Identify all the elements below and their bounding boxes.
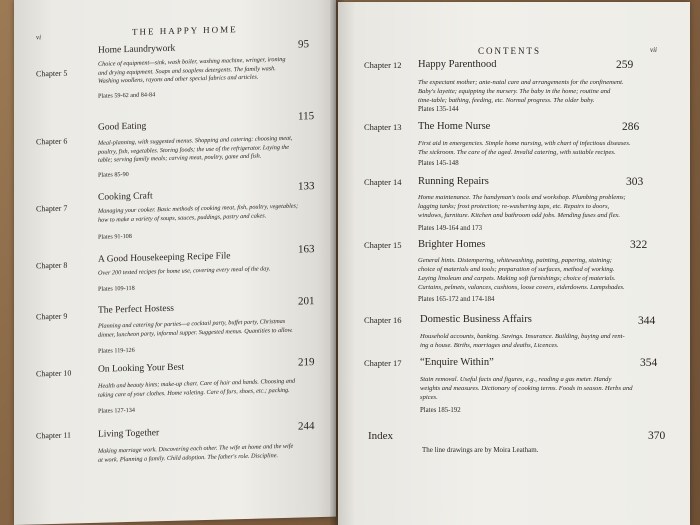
desc-line: Curtains, pelmets, valances, cushions, loose covers, eiderdowns. Lampshades. xyxy=(418,284,625,291)
chapter-label: Chapter 10 xyxy=(36,368,72,379)
desc-line: taking care of your clothes. Home valeting. Care of furs, shoes, etc.; packing. xyxy=(98,386,290,399)
page-number: 354 xyxy=(640,357,658,369)
page-number: 201 xyxy=(298,295,315,308)
plates-line: Plates 119-126 xyxy=(98,346,135,355)
chapter-description xyxy=(98,265,270,278)
plates-line: Plates 165-172 and 174-184 xyxy=(418,296,495,303)
page-number: 219 xyxy=(298,356,315,369)
chapter-title: On Looking Your Best xyxy=(98,362,185,375)
desc-line: choice of materials and tools; preparation of surfaces, method of working. xyxy=(418,266,615,273)
running-head: THE HAPPY HOME xyxy=(132,24,238,37)
desc-line: Making marriage work. Discovering each other. The wife at home and the wife xyxy=(98,442,294,455)
chapter-title: The Home Nurse xyxy=(418,121,491,132)
chapter-label: Chapter 11 xyxy=(36,430,72,441)
page-number: 95 xyxy=(298,38,309,51)
page-number: 322 xyxy=(630,239,648,251)
desc-line: Managing your cooker. Basic methods of cooking meat, fish, poultry, vegetables; xyxy=(98,202,299,215)
chapter-label: Chapter 13 xyxy=(364,122,402,132)
desc-line: Home maintenance. The handyman's tools and workshop. Plumbing problems; xyxy=(418,194,626,201)
running-head: CONTENTS xyxy=(478,46,541,56)
index-page-number: 370 xyxy=(648,430,666,442)
plates-line: Plates 127-134 xyxy=(98,406,135,415)
chapter-label: Chapter 6 xyxy=(36,136,68,147)
desc-line: Over 200 tested recipes for home use, covering every meal of the day. xyxy=(98,265,271,277)
chapter-label: Chapter 12 xyxy=(364,60,402,70)
desc-line: how to make a variety of soups, sauces, puddings, pastry and cakes. xyxy=(98,211,267,224)
chapter-description xyxy=(418,193,626,220)
chapter-title: Domestic Business Affairs xyxy=(420,314,532,325)
chapter-description xyxy=(420,375,633,402)
chapter-label: Chapter 15 xyxy=(364,240,402,250)
plates-line: Plates 135-144 xyxy=(418,106,459,113)
desc-line: table; serving family meals; carving meat, poultry, game and fish. xyxy=(98,152,262,164)
desc-line: Washing woollens, rayons and other special fabrics and articles. xyxy=(98,73,259,85)
desc-line: Planning and catering for parties—a cocktail party, buffet party, Christmas xyxy=(98,317,286,330)
plates-line: Plates 185-192 xyxy=(420,407,461,414)
chapter-title: Home Laundrywork xyxy=(98,43,176,56)
desc-line: lagging tanks; frost protection; re-washering taps, etc. Repairs to doors, xyxy=(418,203,610,210)
chapter-description xyxy=(98,56,285,87)
page-number: 244 xyxy=(298,420,315,433)
desc-line: ing a house. Births, marriages and deaths, Licences. xyxy=(420,342,559,349)
chapter-title: Brighter Homes xyxy=(418,239,486,250)
folio: vi xyxy=(36,33,42,42)
page-number: 259 xyxy=(616,59,634,71)
chapter-title: “Enquire Within” xyxy=(420,357,494,368)
plates-line: Plates 109-118 xyxy=(98,284,135,293)
plates-line: Plates 59-62 and 84-84 xyxy=(98,91,156,100)
desc-line: First aid in emergencies. Simple home nursing, with chart of infectious diseases. xyxy=(418,140,631,147)
index-title: Index xyxy=(368,430,394,442)
desc-line: The expectant mother; ante-natal care and arrangements for the confinement. xyxy=(418,79,624,86)
page-number: 163 xyxy=(298,243,315,256)
chapter-description xyxy=(418,256,625,292)
desc-line: General hints. Distempering, whitewashing, painting, papering, staining; xyxy=(418,257,612,264)
desc-line: and drying equipment. Soaps and soapless detergents. The family wash. xyxy=(98,64,276,77)
chapter-description xyxy=(418,78,624,105)
desc-line: at work. Planning a family. Child adoption. The father's role. Discipline. xyxy=(98,451,279,464)
desc-line: Laying linoleum and carpets. Making soft furnishings; choice of materials. xyxy=(418,275,616,282)
chapter-description xyxy=(98,378,295,400)
chapter-label: Chapter 14 xyxy=(364,177,402,187)
right-page xyxy=(338,2,690,525)
desc-line: windows, furniture. Kitchen and bathroom odd jobs. Mending fuses and flex. xyxy=(418,212,621,219)
chapter-label: Chapter 7 xyxy=(36,203,68,214)
desc-line: Health and beauty hints; make-up chart. Care of hair and hands. Choosing and xyxy=(98,377,296,390)
chapter-title: Good Eating xyxy=(98,121,147,133)
desc-line: spices. xyxy=(420,394,438,401)
plates-line: Plates 145-148 xyxy=(418,160,459,167)
desc-line: Meal-planning, with suggested menus. Shopping and catering: choosing meat, xyxy=(98,134,293,147)
plates-line: Plates 149-164 and 173 xyxy=(418,225,482,232)
page-number: 115 xyxy=(298,110,315,123)
desc-line: Choice of equipment—sink, wash boiler, washing machine, wringer, ironing xyxy=(98,55,286,68)
illustration-credit: The line drawings are by Moira Leatham. xyxy=(422,446,539,454)
page-number: 133 xyxy=(298,180,315,193)
desc-line: time-table; bathing, feeding, etc. Normal progress. The older baby. xyxy=(418,97,595,104)
chapter-description xyxy=(98,203,298,225)
chapter-description xyxy=(98,443,293,465)
chapter-description xyxy=(420,332,625,350)
chapter-title: A Good Housekeeping Recipe File xyxy=(98,251,231,265)
chapter-label: Chapter 17 xyxy=(364,358,402,368)
page-number: 344 xyxy=(638,315,656,327)
chapter-title: Running Repairs xyxy=(418,176,489,187)
desc-line: Baby's layette; equipping the nursery. The baby in the home; routine and xyxy=(418,88,611,95)
desc-line: The sickroom. The care of the aged. Invalid catering, with suitable recipes. xyxy=(418,149,616,156)
plates-line: Plates 85-90 xyxy=(98,170,129,179)
chapter-title: Living Together xyxy=(98,428,160,440)
chapter-title: The Perfect Hostess xyxy=(98,303,174,316)
plates-line: Plates 91-108 xyxy=(98,232,132,241)
desc-line: weights and measures. Dictionary of cooking terms. Foods in season. Herbs and xyxy=(420,385,633,392)
desc-line: dinner, luncheon party, informal supper. Suggested menus. Quantities to allow. xyxy=(98,326,293,339)
chapter-label: Chapter 8 xyxy=(36,260,68,271)
left-page xyxy=(14,0,336,525)
page-number: 303 xyxy=(626,176,644,188)
desc-line: Household accounts, banking. Savings. Insurance. Building, buying and rent- xyxy=(420,333,625,340)
desc-line: Stain removal. Useful facts and figures, e.g., reading a gas meter. Handy xyxy=(420,376,612,383)
chapter-label: Chapter 9 xyxy=(36,311,68,322)
chapter-description xyxy=(98,135,292,166)
desc-line: poultry, fish, vegetables. Storing foods; the use of the refrigerator. Laying the xyxy=(98,143,290,156)
chapter-title: Happy Parenthood xyxy=(418,59,497,70)
page-number: 286 xyxy=(622,121,640,133)
folio: vii xyxy=(650,46,657,54)
chapter-title: Cooking Craft xyxy=(98,191,153,203)
chapter-label: Chapter 16 xyxy=(364,315,402,325)
chapter-label: Chapter 5 xyxy=(36,68,68,79)
chapter-description xyxy=(98,318,293,340)
chapter-description xyxy=(418,139,631,157)
